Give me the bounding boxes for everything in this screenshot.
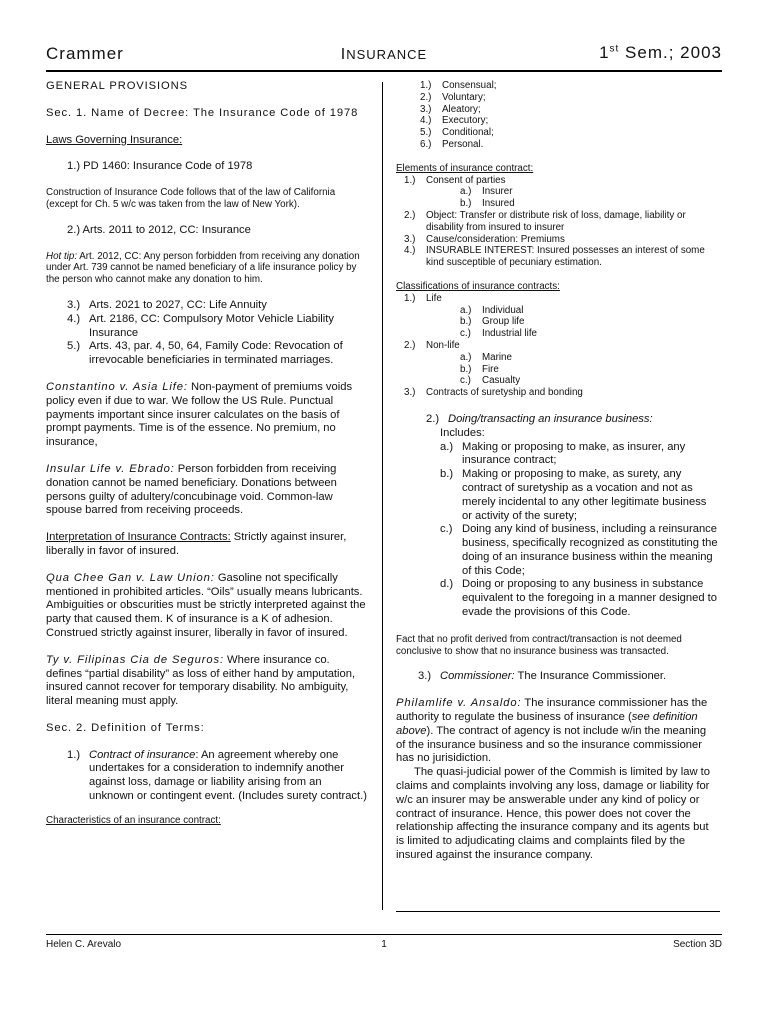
- case-name: Qua Chee Gan v. Law Union:: [46, 571, 215, 584]
- case-text: Where insurance co. defines “partial disability” as loss of either hand by amputation, insured cannot recover for temporary disability. No ambiguity, literal meaning must apply.: [46, 653, 356, 708]
- header-semester: [599, 43, 722, 63]
- commissioner-item: [396, 670, 718, 684]
- item-text: Doing or proposing to any business in substance equivalent to the foregoing in a manner designed to evade the provisions of this Code.: [462, 578, 718, 619]
- header-sem-num: 1: [599, 43, 610, 62]
- page-header: [46, 42, 722, 72]
- item-num: 2.): [420, 91, 432, 103]
- item-num: 4.): [404, 245, 416, 257]
- item-text: Fire: [482, 363, 499, 375]
- law-item: [67, 313, 368, 341]
- class-subitem: [396, 305, 718, 317]
- item-text: Life: [426, 292, 442, 304]
- characteristic-item: [412, 104, 718, 116]
- no-profit-note: Fact that no profit derived from contract/transaction is not deemed conclusive to show that no insurance business was transacted.: [396, 633, 682, 657]
- interpretation-paragraph: [46, 531, 368, 559]
- item-num: 3.): [404, 387, 416, 399]
- item-num: 3.): [404, 233, 416, 245]
- item-num: 2.): [404, 339, 416, 351]
- doing-business-item: [418, 413, 718, 427]
- item-text: Group life: [482, 316, 525, 328]
- item-num: 5.): [420, 127, 432, 139]
- class-subitem: [396, 352, 718, 364]
- element-subitem: [396, 198, 718, 210]
- def-text: [89, 749, 368, 804]
- item-text: Aleatory;: [442, 103, 481, 115]
- case-see-ref: see definition above: [396, 711, 698, 737]
- definition-item-1: [46, 749, 368, 804]
- element-item: [396, 245, 718, 269]
- element-item: [396, 175, 718, 187]
- doing-subitem: [418, 441, 718, 469]
- characteristic-item: [412, 92, 718, 104]
- item-num: 1.): [420, 80, 432, 91]
- left-column: [46, 78, 368, 918]
- item-text: Individual: [482, 304, 524, 316]
- classifications-heading: Classifications of insurance contracts:: [396, 280, 560, 292]
- commissioner-term: Commissioner:: [440, 670, 515, 683]
- item-num: a.): [460, 351, 472, 363]
- law-text: Arts. 43, par. 4, 50, 64, Family Code: Revocation of irrevocable beneficiaries in terminated marriages.: [89, 340, 343, 367]
- class-item: [396, 387, 718, 399]
- item-num: a.): [440, 440, 454, 453]
- law-num: 5.): [67, 340, 81, 353]
- item-text: Consensual;: [442, 80, 497, 91]
- footer-page-number: 1: [381, 939, 387, 950]
- doing-business-term: Doing/transacting an insurance business:: [448, 412, 653, 425]
- item-num: a.): [460, 304, 472, 316]
- footer-author: Helen C. Arevalo: [46, 939, 122, 950]
- item-num: a.): [460, 186, 472, 198]
- elements-heading: Elements of insurance contract:: [396, 162, 534, 174]
- law-item-2: 2.) Arts. 2011 to 2012, CC: Insurance: [67, 223, 251, 236]
- item-text: Cause/consideration: Premiums: [426, 233, 565, 245]
- header-sem-rest: Sem.; 2003: [619, 43, 722, 62]
- commissioner-def: The Insurance Commissioner.: [514, 670, 667, 683]
- characteristic-item: [412, 139, 718, 151]
- classifications-list: [396, 293, 718, 399]
- law-text: Art. 2186, CC: Compulsory Motor Vehicle Liability Insurance: [89, 312, 334, 339]
- general-provisions-heading: GENERAL PROVISIONS: [46, 80, 188, 92]
- right-column-end-rule: [396, 911, 720, 912]
- laws-heading: Laws Governing Insurance:: [46, 133, 183, 146]
- characteristic-item: [412, 80, 718, 92]
- doing-subitem: [418, 468, 718, 523]
- item-text: INSURABLE INTEREST: Insured possesses an interest of some kind susceptible of pecuniary estimation.: [426, 245, 705, 269]
- item-num: c.): [440, 523, 453, 536]
- item-text: Consent of parties: [426, 174, 506, 186]
- case-text-1: The insurance commissioner has the authority to regulate the business of insurance (: [396, 697, 708, 724]
- commissioner-text: [440, 670, 718, 684]
- footer-section: Section 3D: [673, 939, 722, 950]
- item-num: c.): [460, 375, 471, 387]
- header-title-initial: I: [340, 46, 347, 63]
- doing-includes: Includes:: [440, 426, 485, 439]
- construction-note: Construction of Insurance Code follows that of the law of California (except for Ch. 5 w/c was taken from the law of New York).: [46, 187, 336, 210]
- hot-tip-label: Hot tip:: [46, 250, 78, 262]
- page-footer: [46, 934, 722, 953]
- element-item: [396, 210, 718, 234]
- header-sem-sup: st: [609, 43, 620, 55]
- interpretation-heading: Interpretation of Insurance Contracts:: [46, 531, 231, 544]
- hot-tip-text: Art. 2012, CC: Any person forbidden from receiving any donation under Art. 739 cannot be named beneficiary of a life insurance policy by the person who cannot make any donation to him.: [46, 250, 360, 286]
- column-divider: [382, 82, 383, 910]
- header-author: Crammer: [46, 44, 124, 63]
- hot-tip: [46, 251, 368, 286]
- item-num: 1.): [404, 292, 416, 304]
- item-text: Personal.: [442, 138, 484, 150]
- right-column: [396, 80, 718, 918]
- def-body: : An agreement whereby one undertakes for a consideration to indemnify another against loss, damage or liability arising from an unknown or contingent event. (Includes surety contract.): [89, 748, 367, 803]
- item-text: Casualty: [482, 375, 521, 387]
- item-num: 2.): [426, 412, 440, 425]
- header-title-rest: NSURANCE: [346, 47, 428, 62]
- sec2-heading: Sec. 2. Definition of Terms:: [46, 721, 205, 734]
- item-text: Object: Transfer or distribute risk of loss, damage, liability or disability from insured to insurer: [426, 209, 686, 233]
- item-text: Conditional;: [442, 127, 494, 139]
- laws-list-more: [46, 299, 368, 368]
- case-text-2: ). The contract of agency is not include w/in the meaning of the insurance business and so the insurance commissioner has no jurisidiction.: [396, 724, 707, 765]
- law-item-1: 1.) PD 1460: Insurance Code of 1978: [67, 160, 253, 173]
- doing-business-section: [396, 413, 718, 620]
- class-subitem: [396, 375, 718, 387]
- sec1-text: Sec. 1. Name of Decree: The Insurance Code of 1978: [46, 106, 359, 119]
- item-text: Making or proposing to make, as insurer, any insurance contract;: [462, 440, 686, 467]
- case-name: Ty v. Filipinas Cia de Seguros:: [46, 653, 224, 666]
- qua-case: [46, 572, 368, 641]
- element-item: [396, 234, 718, 246]
- item-text: Industrial life: [482, 328, 537, 340]
- item-num: 3.): [420, 103, 432, 115]
- item-text: Making or proposing to make, as surety, any contract of suretyship as a vocation and not as merely incidental to any other legitimate business or activity of the surety;: [462, 468, 707, 522]
- class-item: [396, 340, 718, 352]
- item-text: Doing any kind of business, including a reinsurance business, specifically recognized as constituting the doing of an insurance business within the meaning of this Code;: [462, 523, 718, 577]
- characteristics-heading: Characteristics of an insurance contract:: [46, 814, 221, 826]
- item-num: 2.): [404, 209, 416, 221]
- doing-subitem: [418, 578, 718, 619]
- class-subitem: [396, 316, 718, 328]
- class-subitem: [396, 328, 718, 340]
- item-text: Contracts of suretyship and bonding: [426, 387, 583, 399]
- item-num: b.): [460, 316, 472, 328]
- item-num: d.): [440, 578, 454, 591]
- item-num: 1.): [404, 174, 416, 186]
- law-text: Arts. 2021 to 2027, CC: Life Annuity: [89, 298, 267, 311]
- case-name: Constantino v. Asia Life:: [46, 380, 188, 393]
- item-num: b.): [460, 363, 472, 375]
- def-num: 1.): [67, 748, 81, 761]
- class-item: [396, 293, 718, 305]
- item-num: b.): [440, 468, 454, 481]
- case-name: Philamlife v. Ansaldo:: [396, 697, 522, 710]
- case-text: Person forbidden from receiving donation cannot be named beneficiary. Donations between persons guilty of adultery/concubinage void. Common-law spouse barred from receiving proceeds.: [46, 462, 337, 517]
- insular-case: [46, 463, 368, 518]
- class-subitem: [396, 364, 718, 376]
- philamlife-case: [396, 697, 718, 766]
- def-term: Contract of insurance: [89, 748, 196, 761]
- case-name: Insular Life v. Ebrado:: [46, 462, 175, 475]
- item-num: 6.): [420, 138, 432, 150]
- law-item: [67, 340, 368, 368]
- characteristic-item: [412, 127, 718, 139]
- interpretation-text: Strictly against insurer, liberally in favor of insured.: [46, 531, 347, 557]
- constantino-case: [46, 381, 368, 450]
- item-num: 4.): [420, 115, 432, 127]
- law-item: [67, 299, 368, 313]
- law-num: 4.): [67, 312, 81, 325]
- case-text: Non-payment of premiums voids policy even if due to war. We follow the US Rule. Punctual payments important since insurer calculates on the basis of prompt payments. Time is of the essence. No premium, no insurance,: [46, 380, 353, 449]
- case-text: Gasoline not specifically mentioned in prohibited articles. “Oils” usually means lubricants. Ambiguities or obscurities must be strictly interpreted against the party that caused them. K of insurance is a K of adhesion. Construed strictly against insurer, liberally in favor of insured.: [46, 571, 366, 639]
- law-num: 3.): [67, 298, 81, 311]
- item-text: Voluntary;: [442, 91, 486, 103]
- philamlife-paragraph-2: The quasi-judicial power of the Commish is limited by law to claims and complaints involving any loss, damage or liability for w/c an insurer may be answerable under any kind of policy or contract of insurance. Hence, this power does not cover the relationship affecting the insurance company and its agents but is limited to adjudicating claims and complaints filed by the insured against the insurance company.: [396, 766, 710, 862]
- item-text: Insurer: [482, 186, 513, 198]
- item-num: 3.): [418, 670, 432, 683]
- item-num: b.): [460, 198, 472, 210]
- item-text: Non-life: [426, 339, 460, 351]
- ty-case: [46, 654, 368, 709]
- element-subitem: [396, 186, 718, 198]
- item-num: c.): [460, 328, 471, 340]
- item-text: Insured: [482, 198, 515, 210]
- characteristic-item: [412, 115, 718, 127]
- doing-subitem: [418, 523, 718, 578]
- item-text: Marine: [482, 351, 512, 363]
- elements-list: [396, 175, 718, 269]
- characteristics-list: [396, 80, 718, 151]
- item-text: Executory;: [442, 115, 489, 127]
